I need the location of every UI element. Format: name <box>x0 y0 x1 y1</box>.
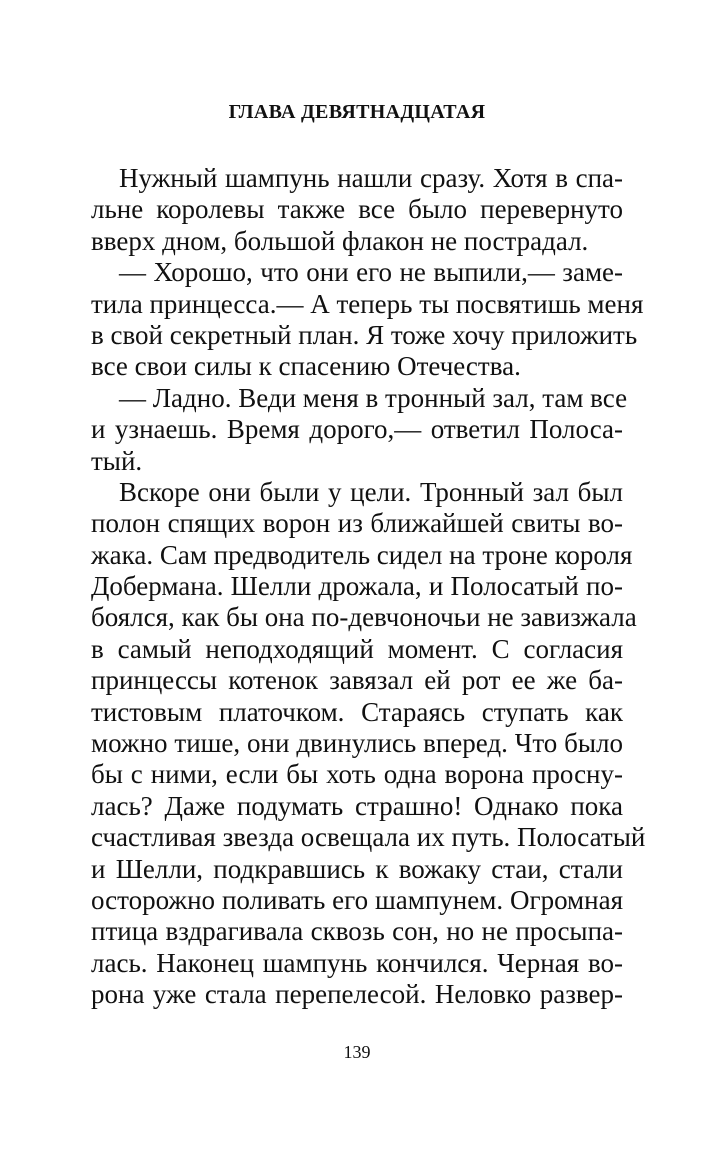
text-line: Добермана. Шелли дрожала, и Полосатый по- <box>91 571 623 602</box>
text-line: осторожно поливать его шампунем. Огромная <box>91 884 623 915</box>
text-line: тистовым платочком. Стараясь ступать как <box>91 696 623 727</box>
text-line: Вскоре они были у цели. Тронный зал был <box>119 476 623 507</box>
text-line: счастливая звезда освещала их путь. Полосатый <box>91 822 646 853</box>
text-line: тый. <box>91 445 143 476</box>
text-line: принцессы котенок завязал ей рот ее же ба- <box>91 665 623 696</box>
text-line: бы с ними, если бы хоть одна ворона просну- <box>91 759 623 790</box>
text-line: тила принцесса.— А теперь ты посвятишь меня <box>91 288 644 319</box>
text-line: рона уже стала перепелесой. Неловко развер- <box>91 979 623 1010</box>
body-text <box>91 163 646 1011</box>
text-line: вверх дном, большой флакон не пострадал. <box>91 225 589 256</box>
text-line: — Ладно. Веди меня в тронный зал, там все <box>119 382 628 413</box>
page-number: 139 <box>343 1042 371 1062</box>
text-line: все свои силы к спасению Отечества. <box>91 351 521 382</box>
text-line: и Шелли, подкравшись к вожаку стаи, стали <box>91 853 623 884</box>
text-line: Нужный шампунь нашли сразу. Хотя в спа- <box>119 163 623 193</box>
text-line: лась. Наконец шампунь кончился. Черная во- <box>91 947 623 978</box>
text-line: льне королевы также все было перевернуто <box>91 194 623 225</box>
text-line: можно тише, они двинулись вперед. Что было <box>91 728 623 759</box>
text-line: и узнаешь. Время дорого,— ответил Полоса- <box>91 414 623 445</box>
text-line: в самый неподходящий момент. С согласия <box>91 633 623 664</box>
text-line: птица вздрагивала сквозь сон, но не просыпа- <box>91 916 623 947</box>
text-line: в свой секретный план. Я тоже хочу приложить <box>91 319 638 350</box>
text-line: лась? Даже подумать страшно! Однако пока <box>91 790 623 821</box>
text-line: полон спящих ворон из ближайшей свиты во- <box>91 508 623 539</box>
chapter-title: ГЛАВА ДЕВЯТНАДЦАТАЯ <box>228 101 486 123</box>
text-line: боялся, как бы она по-девчоночьи не завизжала <box>91 602 637 633</box>
text-line: жака. Сам предводитель сидел на троне короля <box>91 539 633 570</box>
text-line: — Хорошо, что они его не выпили,— заме- <box>119 257 623 288</box>
